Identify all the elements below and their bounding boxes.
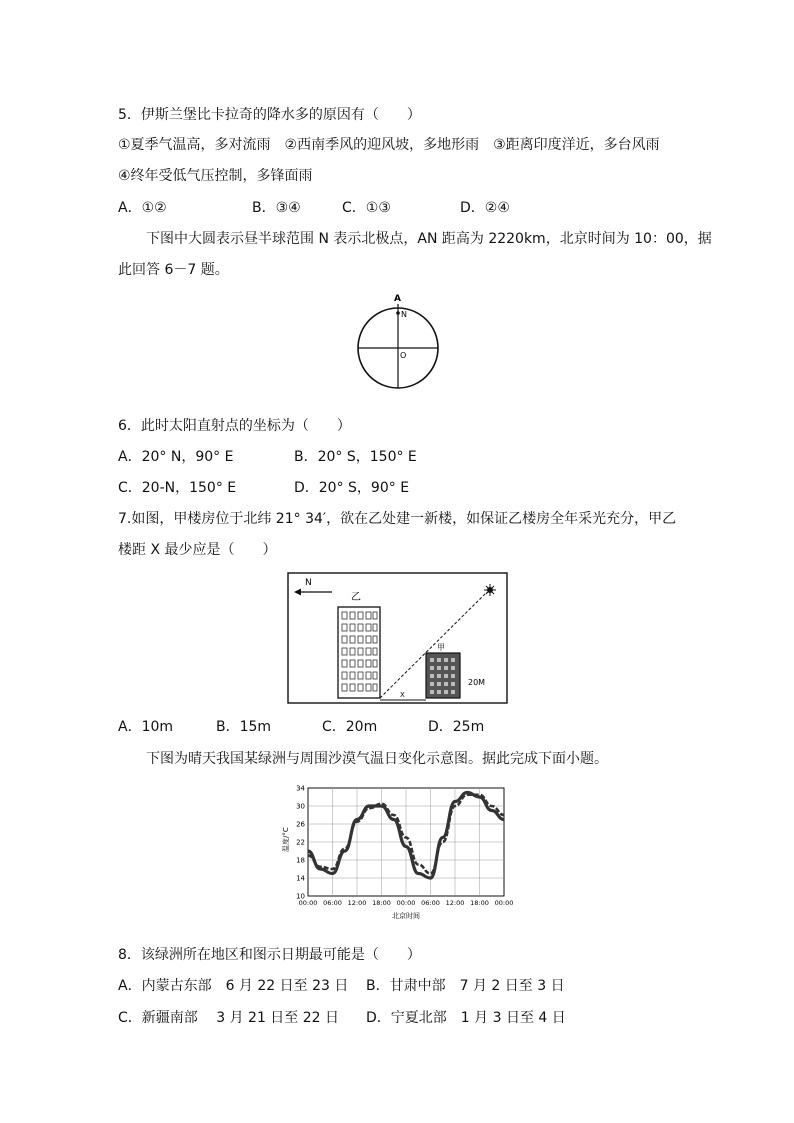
q6-choice-a: A．20° N，90° E xyxy=(118,449,234,465)
q5-choice-b: B．③④ xyxy=(252,200,301,216)
q5-options-line2: ④终年受低气压控制，多锋面雨 xyxy=(118,168,313,184)
height-label: 20M xyxy=(468,678,486,687)
q8-choice-c: C．新疆南部 3 月 21 日至 22 日 xyxy=(118,1010,340,1026)
q8-choice-a: A．内蒙古东部 6 月 22 日至 23 日 xyxy=(118,978,349,994)
chart-xtick-label: 00:00 xyxy=(494,899,514,907)
building-jia-label: 甲 xyxy=(437,643,445,652)
q8-choice-d: D．宁夏北部 1 月 3 日至 4 日 xyxy=(366,1010,566,1026)
q7-choice-c: C．20m xyxy=(322,719,378,735)
chart-xtick-label: 06:00 xyxy=(421,899,440,907)
chart-ylabel: 温度/°C xyxy=(282,827,290,852)
q6-choice-b: B．20° S，150° E xyxy=(294,449,417,465)
chart-xtick-label: 00:00 xyxy=(298,899,318,907)
q5-options-line1: ①夏季气温高，多对流雨 ②西南季风的迎风坡，多地形雨 ③距离印度洋近，多台风雨 xyxy=(118,137,660,153)
q5-choice-c: C．①③ xyxy=(342,200,391,216)
q7-stem-line2: 楼距 X 最少应是（ ） xyxy=(118,542,277,558)
north-label: N xyxy=(305,578,312,588)
q6-choice-d: D．20° S，90° E xyxy=(294,480,410,496)
q5-stem: 5．伊斯兰堡比卡拉奇的降水多的原因有（ ） xyxy=(118,107,421,123)
building-figure xyxy=(287,572,508,704)
chart-xtick-label: 18:00 xyxy=(372,899,391,907)
q7-stem-line1: 7.如图，甲楼房位于北纬 21° 34′，欲在乙处建一新楼，如保证乙楼房全年采光充分，甲乙 xyxy=(118,511,677,527)
hemisphere-figure xyxy=(352,292,442,400)
north-pole-point xyxy=(396,311,400,315)
chart-xlabel: 北京时间 xyxy=(392,912,420,920)
q7-choice-a: A．10m xyxy=(118,719,174,735)
chart-ytick-label: 34 xyxy=(296,784,305,793)
chart-xtick-label: 06:00 xyxy=(323,899,342,907)
q7-choice-d: D．25m xyxy=(428,719,485,735)
q5-choice-d: D．②④ xyxy=(460,200,510,216)
q6-choice-c: C．20-N，150° E xyxy=(118,480,237,496)
q6-stem: 6．此时太阳直射点的坐标为（ ） xyxy=(118,418,351,434)
chart-ytick-label: 10 xyxy=(296,892,305,901)
chart-ytick-label: 30 xyxy=(296,802,305,811)
intro-6-7-line1: 下图中大圆表示昼半球范围 N 表示北极点，AN 距高为 2220km，北京时间为 10：00，据 xyxy=(146,231,712,247)
chart-ytick-label: 14 xyxy=(296,874,305,883)
q5-choice-a: A．①② xyxy=(118,200,167,216)
intro-8: 下图为晴天我国某绿洲与周围沙漠气温日变化示意图。据此完成下面小题。 xyxy=(146,751,608,767)
chart-ytick-label: 26 xyxy=(296,820,305,829)
building-yi-label: 乙 xyxy=(351,592,361,603)
chart-xtick-label: 00:00 xyxy=(396,899,416,907)
chart-xtick-label: 12:00 xyxy=(445,899,465,907)
north-arrow-icon xyxy=(294,589,332,596)
q8-stem: 8．该绿洲所在地区和图示日期最可能是（ ） xyxy=(118,947,421,963)
chart-xtick-label: 12:00 xyxy=(347,899,367,907)
label-o: O xyxy=(400,351,407,360)
q7-choice-b: B．15m xyxy=(216,719,272,735)
chart-ytick-label: 22 xyxy=(296,838,305,847)
intro-6-7-line2: 此回答 6－7 题。 xyxy=(118,262,229,278)
sun-icon xyxy=(484,584,496,596)
distance-label: X xyxy=(400,691,405,699)
temperature-chart xyxy=(280,782,512,922)
chart-xtick-label: 18:00 xyxy=(470,899,489,907)
q8-choice-b: B．甘肃中部 7 月 2 日至 3 日 xyxy=(366,978,565,994)
chart-ytick-label: 18 xyxy=(296,856,305,865)
label-n: N xyxy=(401,310,407,319)
label-a: A xyxy=(394,294,401,304)
